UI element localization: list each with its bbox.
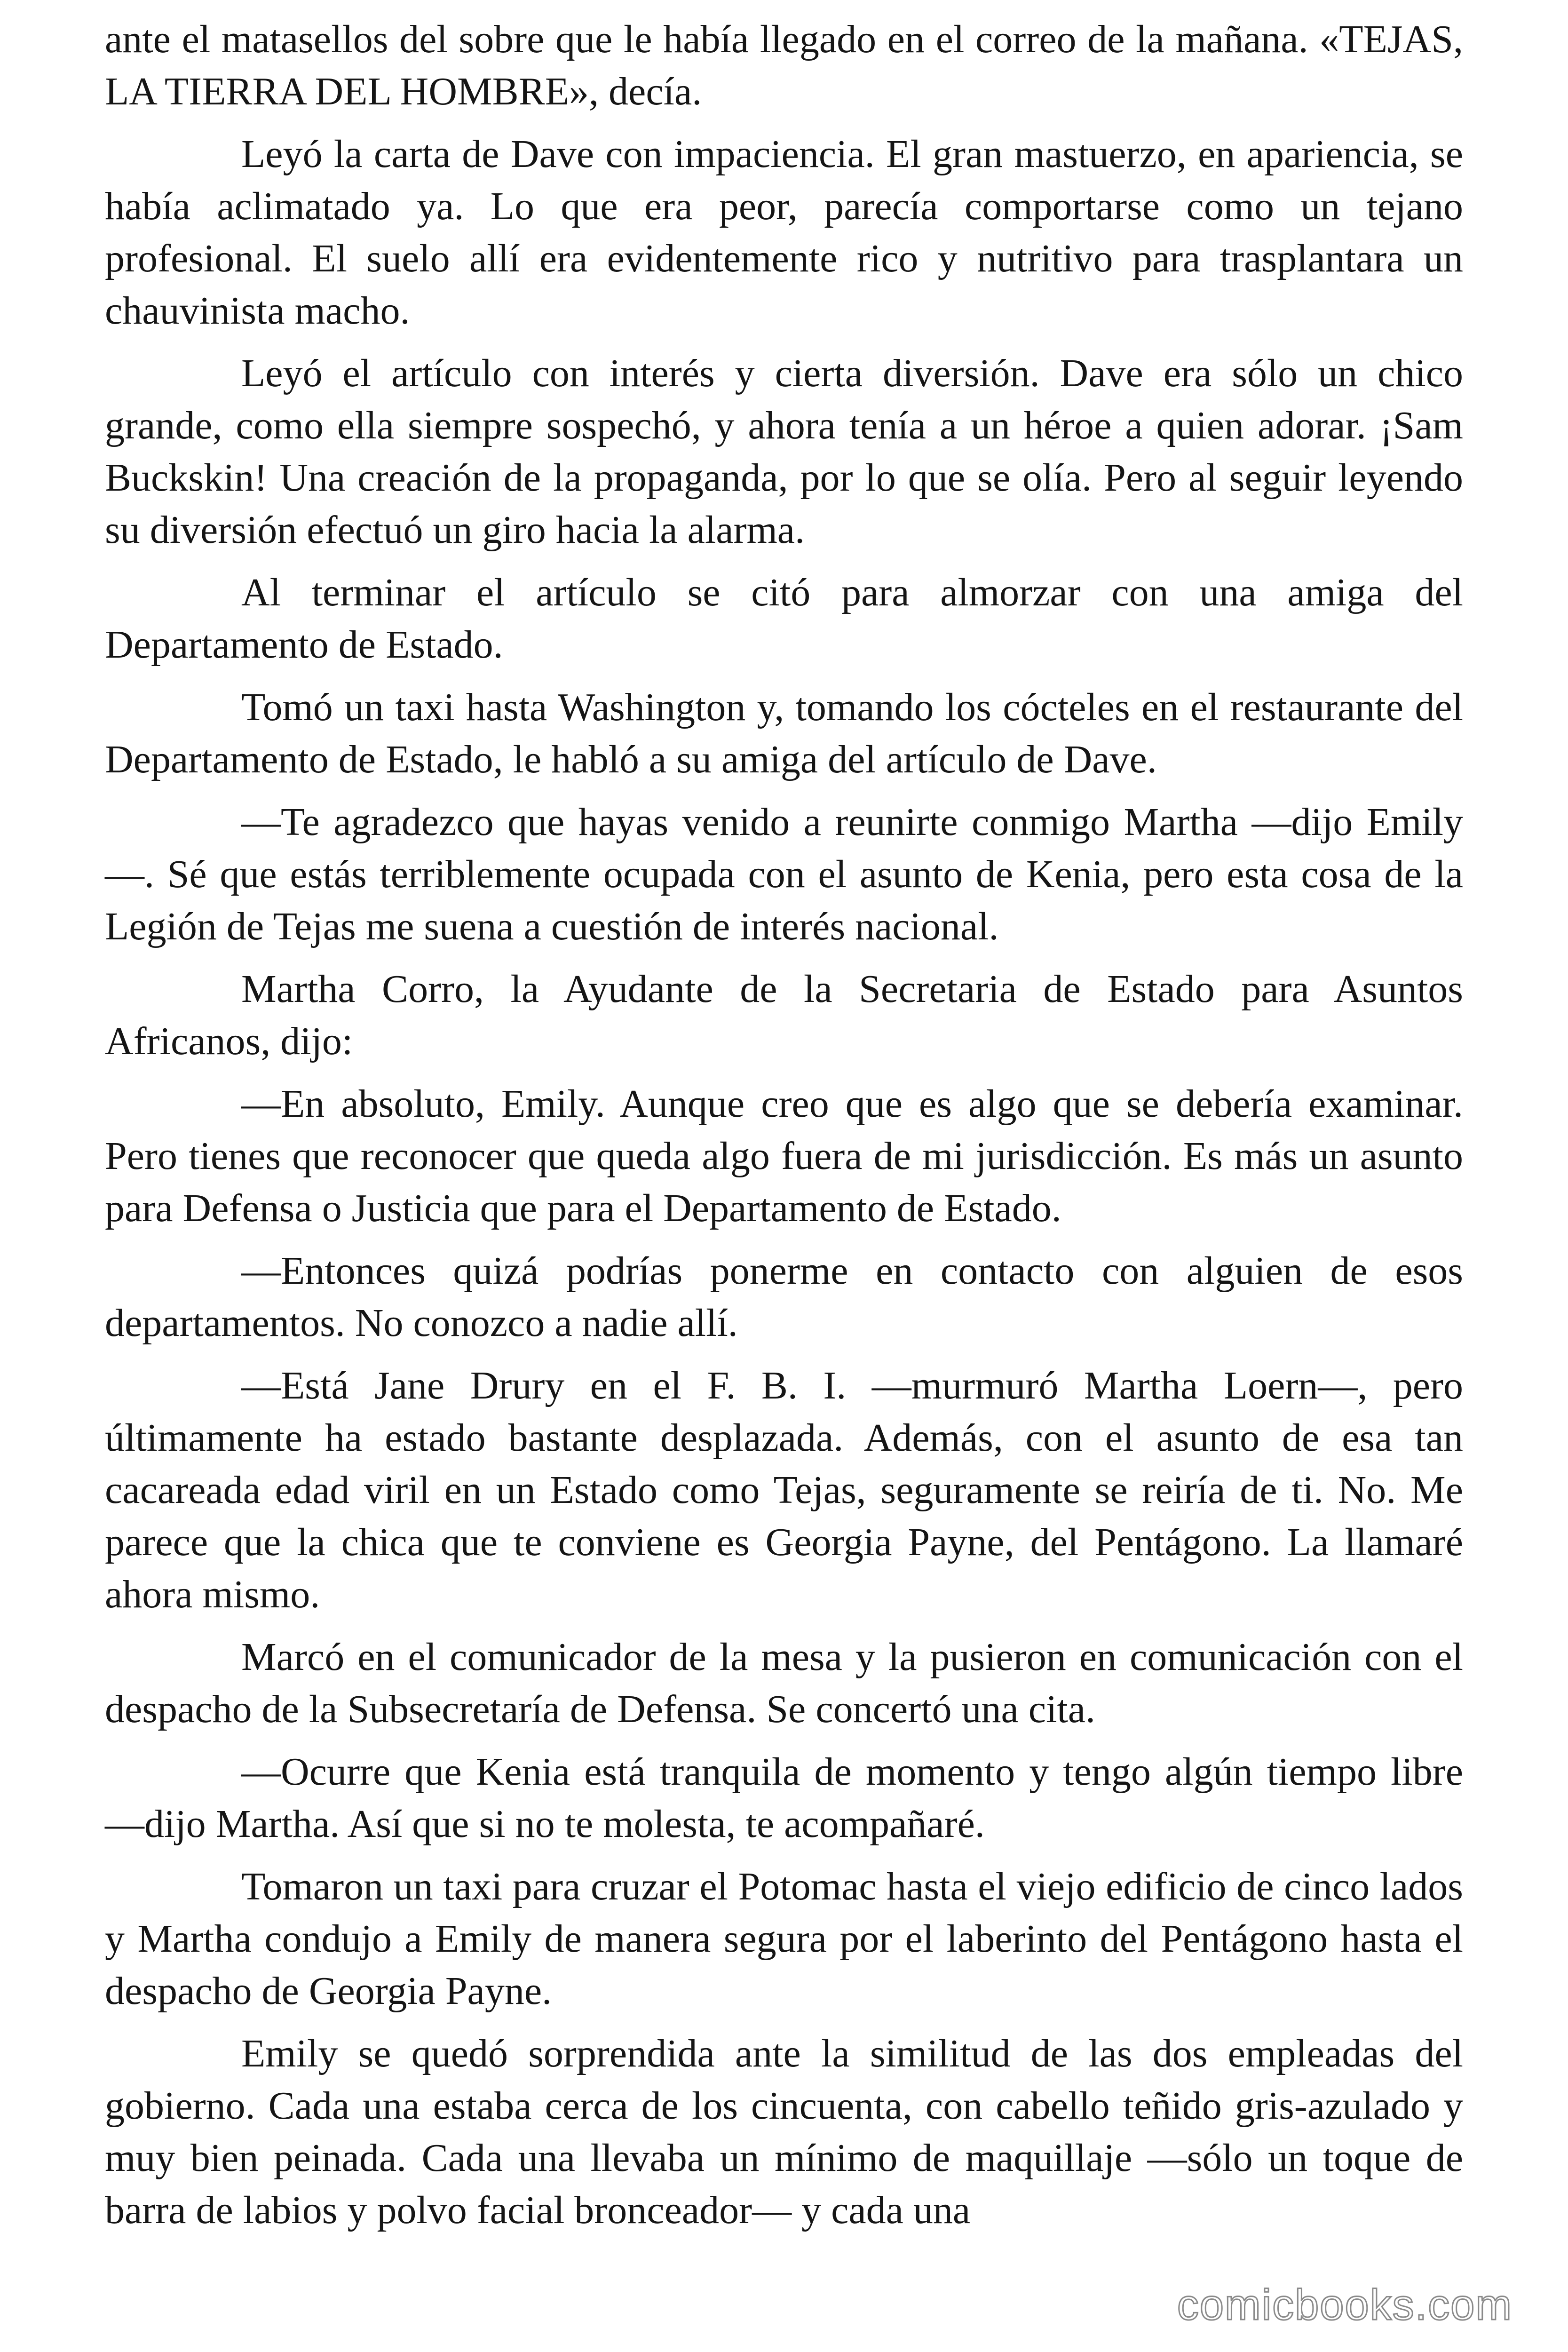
book-page bbox=[105, 13, 1463, 2247]
watermark-logo: comicbooks.com bbox=[1177, 2281, 1513, 2329]
paragraph-3: Leyó el artículo con interés y cierta diversión. Dave era sólo un chico grande, como ella siempre sospechó, y ahora tenía a un héroe a quien adorar. ¡Sam Buckskin! Una creación de la propaganda, por lo que se olía. Pero al seguir leyendo su diversión efectuó un giro hacia la alarma. bbox=[105, 351, 1463, 552]
paragraph-14: Emily se quedó sorprendida ante la similitud de las dos empleadas del gobierno. Cada una estaba cerca de los cincuenta, con cabello teñido gris-azulado y muy bien peinada. Cada una llevaba un mínimo de maquillaje —sólo un toque de barra de labios y polvo facial bronceador— y cada una bbox=[105, 2032, 1463, 2232]
paragraph-9: —Entonces quizá podrías ponerme en contacto con alguien de esos departamentos. No conozco a nadie allí. bbox=[105, 1249, 1463, 1345]
paragraph-1: ante el matasellos del sobre que le había llegado en el correo de la mañana. «TEJAS, LA TIERRA DEL HOMBRE», decía. bbox=[105, 17, 1463, 113]
paragraph-8: —En absoluto, Emily. Aunque creo que es algo que se debería examinar. Pero tienes que reconocer que queda algo fuera de mi jurisdicción. Es más un asunto para Defensa o Justicia que para el Departamento de Estado. bbox=[105, 1082, 1463, 1230]
paragraph-5: Tomó un taxi hasta Washington y, tomando los cócteles en el restaurante del Departamento de Estado, le habló a su amiga del artículo de Dave. bbox=[105, 685, 1463, 781]
paragraph-11: Marcó en el comunicador de la mesa y la pusieron en comunicación con el despacho de la Subsecretaría de Defensa. Se concertó una cita. bbox=[105, 1635, 1463, 1731]
paragraph-10: —Está Jane Drury en el F. B. I. —murmuró Martha Loern—, pero últimamente ha estado bastante desplazada. Además, con el asunto de esa tan cacareada edad viril en un Estado como Tejas, seguramente se reiría de ti. No. Me parece que la chica que te conviene es Georgia Payne, del Pentágono. La llamaré ahora mismo. bbox=[105, 1364, 1463, 1616]
paragraph-6: —Te agradezco que hayas venido a reunirte conmigo Martha —dijo Emily—. Sé que estás terriblemente ocupada con el asunto de Kenia, pero esta cosa de la Legión de Tejas me suena a cuestión de interés nacional. bbox=[105, 800, 1463, 948]
paragraph-4: Al terminar el artículo se citó para almorzar con una amiga del Departamento de Estado. bbox=[105, 571, 1463, 667]
paragraph-12: —Ocurre que Kenia está tranquila de momento y tengo algún tiempo libre —dijo Martha. Así que si no te molesta, te acompañaré. bbox=[105, 1750, 1463, 1846]
paragraph-13: Tomaron un taxi para cruzar el Potomac hasta el viejo edificio de cinco lados y Martha condujo a Emily de manera segura por el laberinto del Pentágono hasta el despacho de Georgia Payne. bbox=[105, 1865, 1463, 2013]
paragraph-2: Leyó la carta de Dave con impaciencia. El gran mastuerzo, en apariencia, se había aclimatado ya. Lo que era peor, parecía comportarse como un tejano profesional. El suelo allí era evidentemente rico y nutritivo para trasplantara un chauvinista macho. bbox=[105, 132, 1463, 333]
paragraph-7: Martha Corro, la Ayudante de la Secretaria de Estado para Asuntos Africanos, dijo: bbox=[105, 967, 1463, 1063]
